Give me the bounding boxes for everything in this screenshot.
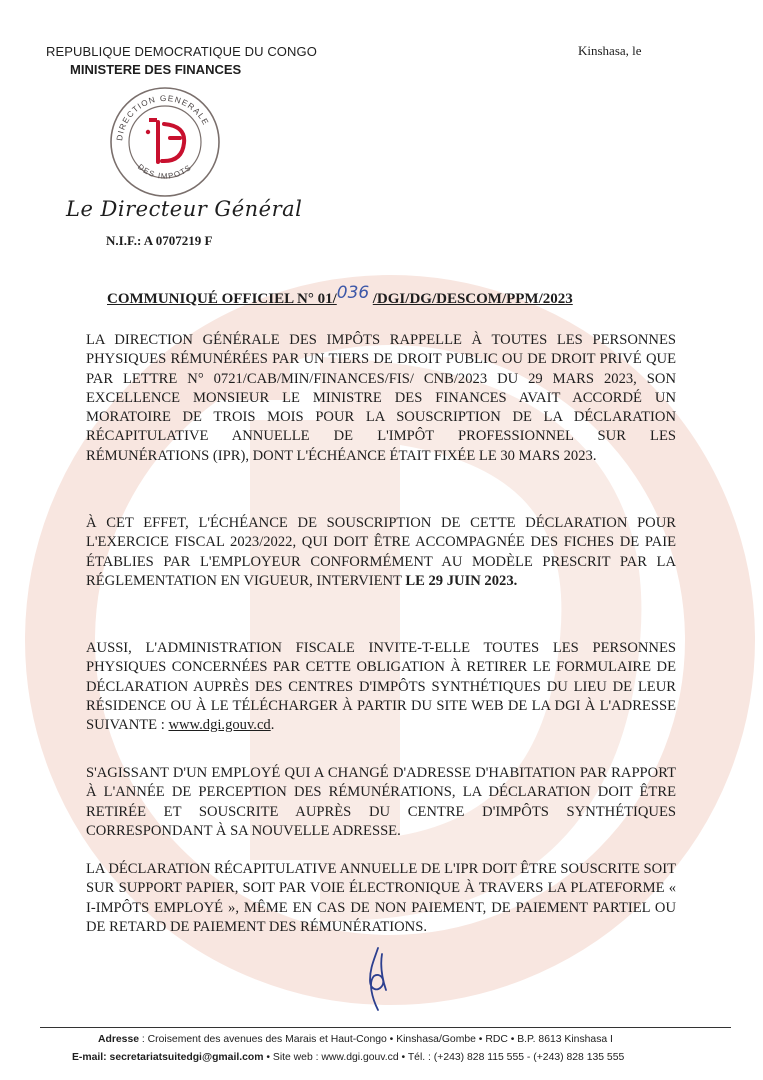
address-text: : Croisement des avenues des Marais et Haut-Congo • Kinshasa/Gombe • RDC • B.P. 8613 Kinshasa I <box>141 1034 613 1045</box>
place-date: Kinshasa, le <box>578 43 642 58</box>
retrieval-text: AUSSI, L'ADMINISTRATION FISCALE INVITE-T-ELLE TOUTES LES PERSONNES PHYSIQUES CONCERNÉES PAR CETTE OBLIGATION À RETIRER LE FORMULAIRE DE DÉCLARATION AUPRÈS DES CENTRES D'IMPÔTS SYNTHÉTIQUES DU LIEU DE LEUR RÉSIDENCE OU À LE TÉLÉCHARGER À PARTIR DU SITE WEB DE LA DGI À L'ADRESSE SUIVANTE : <box>86 640 676 734</box>
email-address[interactable]: secretariatsuitedgi@gmail.com <box>109 1052 264 1063</box>
svg-text:DIRECTION GENERALE: DIRECTION GENERALE <box>115 93 211 142</box>
svg-text:DES IMPOTS: DES IMPOTS <box>135 162 194 181</box>
footer-contact <box>72 1052 624 1063</box>
due-date: LE 29 JUIN 2023. <box>405 572 518 589</box>
communique-reference <box>107 283 573 308</box>
nif-number: N.I.F.: A 0707219 F <box>106 233 213 248</box>
email-label: E-mail: <box>72 1052 107 1063</box>
paragraph-form-retrieval: AUSSI, L'ADMINISTRATION FISCALE INVITE-T-ELLE TOUTES LES PERSONNES PHYSIQUES CONCERNÉES PAR CETTE OBLIGATION À RETIRER LE FORMULAIRE DE DÉCLARATION AUPRÈS DES CENTRES D'IMPÔTS SYNTHÉTIQUES DU LIEU DE LEUR RÉSIDENCE OU À LE TÉLÉCHARGER À PARTIR DU SITE WEB DE LA DGI À L'ADRESSE SUIVANTE : www.dgi.gouv.cd. <box>86 640 676 734</box>
paragraph-address-change: S'AGISSANT D'UN EMPLOYÉ QUI A CHANGÉ D'ADRESSE D'HABITATION PAR RAPPORT À L'ANNÉE DE PERCEPTION DES RÉMUNÉRATIONS, LA DÉCLARATION DOIT ÊTRE RETIRÉE ET SOUSCRITE AUPRÈS DU CENTRE D'IMPÔTS SYNTHÉTIQUES CORRESPONDANT À SA NOUVELLE ADRESSE. <box>86 765 676 839</box>
footer-divider <box>40 1027 731 1028</box>
republic-heading: REPUBLIQUE DEMOCRATIQUE DU CONGO <box>46 44 317 59</box>
ministry-heading: MINISTERE DES FINANCES <box>70 62 242 77</box>
paragraph-filing-method: LA DÉCLARATION RÉCAPITULATIVE ANNUELLE DE L'IPR DOIT ÊTRE SOUSCRITE SOIT SUR SUPPORT PAPIER, SOIT PAR VOIE ÉLECTRONIQUE À TRAVERS LA PLATEFORME « I-IMPÔTS EMPLOYÉ », MÊME EN CAS DE NON PAIEMENT, DE PAIEMENT PARTIEL OU DE RETARD DE PAIEMENT DES RÉMUNÉRATIONS. <box>86 861 676 935</box>
footer-address <box>98 1034 613 1045</box>
address-label: Adresse <box>98 1034 140 1045</box>
deadline-text: À CET EFFET, L'ÉCHÉANCE DE SOUSCRIPTION DE CETTE DÉCLARATION POUR L'EXERCICE FISCAL 2023/2022, QUI DOIT ÊTRE ACCOMPAGNÉE DES FICHES DE PAIE ÉTABLIES PAR L'EMPLOYEUR CONFORMÉMENT AU MODÈLE PRESCRIT PAR LA RÉGLEMENTATION EN VIGUEUR, INTERVIENT <box>86 515 676 589</box>
paragraph-moratorium: LA DIRECTION GÉNÉRALE DES IMPÔTS RAPPELLE À TOUTES LES PERSONNES PHYSIQUES RÉMUNÉRÉES PAR UN TIERS DE DROIT PUBLIC OU DE DROIT PRIVÉ QUE PAR LETTRE N° 0721/CAB/MIN/FINANCES/FIS/ CNB/2023 DU 29 MARS 2023, SON EXCELLENCE MONSIEUR LE MINISTRE DES FINANCES AVAIT ACCORDÉ UN MORATOIRE DE TROIS MOIS POUR LA SOUSCRIPTION DE LA DÉCLARATION RÉCAPITULATIVE ANNUELLE DE L'IMPÔT PROFESSIONNEL SUR LES RÉMUNÉRATIONS (IPR), DONT L'ÉCHÉANCE ÉTAIT FIXÉE LE 30 MARS 2023. <box>86 332 676 464</box>
reference-prefix: COMMUNIQUÉ OFFICIEL N° 01/ <box>107 291 337 307</box>
director-title: Le Directeur Général <box>66 197 303 221</box>
paragraph-deadline <box>86 514 676 591</box>
handwritten-signature <box>356 946 396 1014</box>
dgi-seal-logo <box>100 86 230 198</box>
reference-suffix: /DGI/DG/DESCOM/PPM/2023 <box>372 291 573 307</box>
dgi-website-link[interactable]: www.dgi.gouv.cd <box>168 717 271 734</box>
handwritten-number: 036 <box>336 283 370 303</box>
contact-text: • Site web : www.dgi.gouv.cd • Tél. : (+243) 828 115 555 - (+243) 828 135 555 <box>266 1052 625 1063</box>
